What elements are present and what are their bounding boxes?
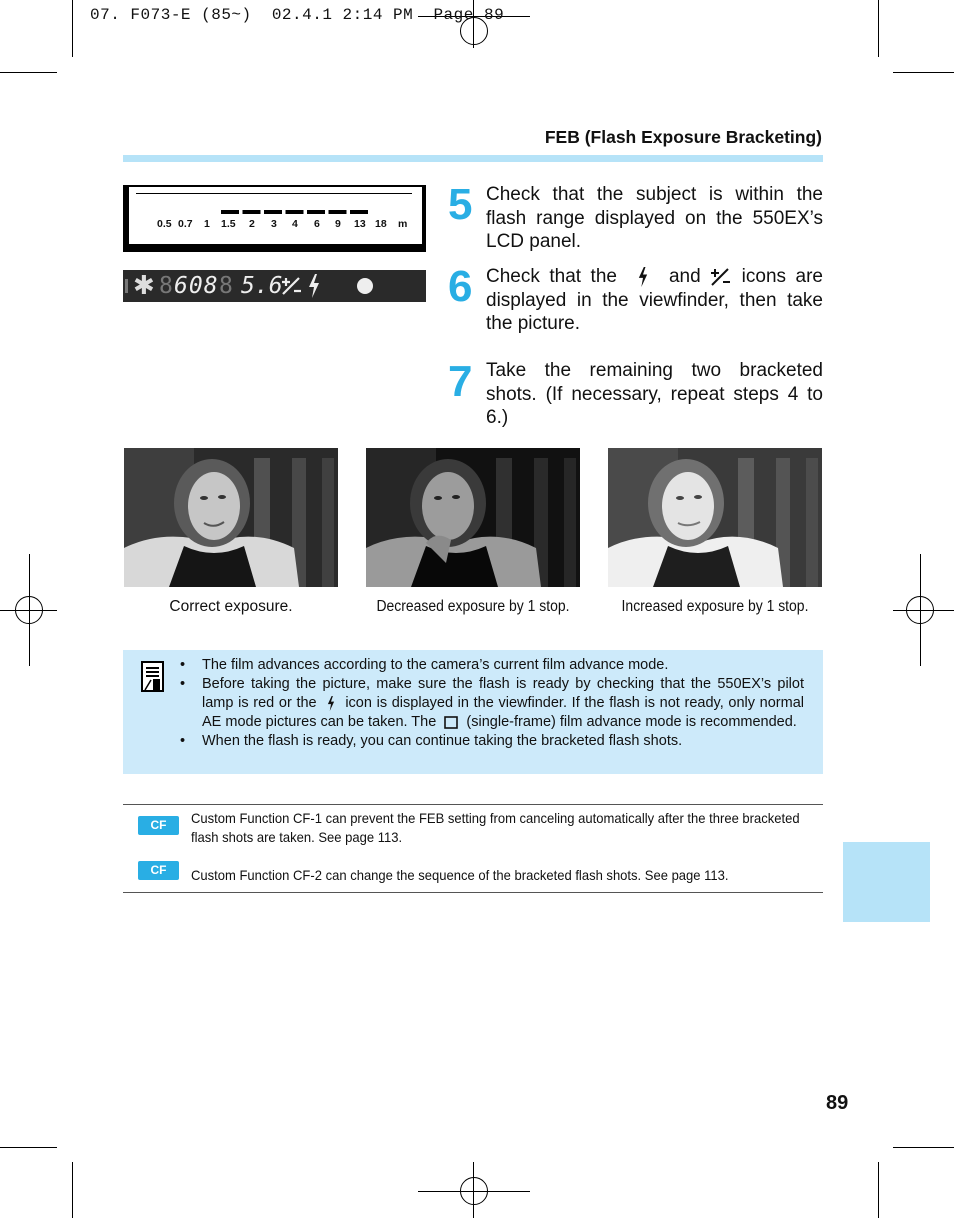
ae-lock-icon: ✱ bbox=[133, 270, 155, 300]
flash-icon bbox=[307, 274, 321, 298]
lcd-range-bar bbox=[221, 210, 369, 214]
scale-label: 1.5 bbox=[221, 218, 236, 230]
step-text-part: and bbox=[668, 266, 701, 287]
scale-label: 2 bbox=[249, 218, 255, 230]
photo-caption: Decreased exposure by 1 stop. bbox=[376, 598, 570, 615]
viewfinder-left-mark bbox=[125, 279, 128, 293]
focus-confirmation-icon bbox=[357, 278, 373, 294]
step-text bbox=[486, 265, 823, 336]
portrait-image bbox=[366, 448, 580, 587]
note-text-part: icon is displayed in the viewfinder. If the flash is not ready, only normal AE mode pictures can be taken. The bbox=[202, 695, 804, 730]
viewfinder-shutter: 608 bbox=[174, 273, 219, 299]
viewfinder-display bbox=[123, 270, 426, 302]
chapter-tab bbox=[843, 842, 930, 922]
viewfinder-digit-ghost: 8 bbox=[219, 273, 233, 299]
step-text: Take the remaining two bracketed shots. (If necessary, repeat steps 4 to 6.) bbox=[486, 360, 823, 428]
memo-icon bbox=[141, 661, 164, 692]
note-text-part: (single-frame) film advance mode is recommended. bbox=[466, 714, 797, 730]
divider bbox=[123, 804, 823, 805]
photo-caption: Increased exposure by 1 stop. bbox=[621, 598, 809, 615]
photo-increased-exposure bbox=[608, 448, 822, 587]
cf-badge: CF bbox=[138, 861, 179, 880]
lcd-range-line bbox=[136, 193, 412, 194]
crop-mark bbox=[72, 0, 73, 57]
photo-correct-exposure bbox=[124, 448, 338, 587]
registration-circle bbox=[906, 596, 934, 624]
scale-label: 6 bbox=[314, 218, 320, 230]
crop-mark bbox=[72, 1162, 73, 1218]
print-slug: 07. F073-E (85~) 02.4.1 2:14 PM Page 89 bbox=[90, 6, 505, 24]
flash-exposure-compensation-icon bbox=[281, 276, 303, 296]
scale-label: 3 bbox=[271, 218, 277, 230]
step-number: 6 bbox=[448, 262, 473, 311]
step-number: 5 bbox=[448, 180, 473, 229]
note-item: • The film advances according to the camera’s current film advance mode. bbox=[178, 656, 804, 675]
note-item: • When the flash is ready, you can continue taking the bracketed flash shots. bbox=[178, 732, 804, 751]
section-title: FEB (Flash Exposure Bracketing) bbox=[544, 127, 822, 147]
flash-icon bbox=[636, 267, 650, 287]
scale-label: 13 bbox=[354, 218, 366, 230]
scale-label: 1 bbox=[204, 218, 210, 230]
step-text-part: Check that the bbox=[486, 266, 617, 287]
viewfinder-aperture: 5.6 bbox=[241, 273, 283, 299]
cf-badge: CF bbox=[138, 816, 179, 835]
note-text-part: Before taking the picture, make sure the flash is ready by checking that the 550EX’s pilot lamp is red or the bbox=[202, 676, 804, 711]
portrait-image bbox=[608, 448, 822, 587]
step-number: 7 bbox=[448, 357, 473, 406]
cf-text: Custom Function CF-2 can change the sequence of the bracketed flash shots. See page 113. bbox=[191, 867, 729, 883]
cf-text: Custom Function CF-1 can prevent the FEB setting from canceling automatically after the three bracketed flash shots are taken. See page 113. bbox=[191, 810, 800, 845]
portrait-image bbox=[124, 448, 338, 587]
scale-label: 4 bbox=[292, 218, 298, 230]
photo-decreased-exposure bbox=[366, 448, 580, 587]
registration-circle bbox=[15, 596, 43, 624]
page-number: 89 bbox=[826, 1092, 849, 1114]
scale-label: 9 bbox=[335, 218, 341, 230]
viewfinder-digit-ghost: 8 bbox=[159, 273, 173, 299]
crop-mark bbox=[893, 1147, 954, 1148]
scale-label: 0.7 bbox=[178, 218, 193, 230]
lcd-panel-illustration bbox=[123, 185, 426, 252]
step-text-part: icons are displayed in the viewfinder, then take the picture. bbox=[486, 266, 823, 334]
scale-label: m bbox=[398, 218, 408, 230]
note-item bbox=[178, 675, 804, 732]
crop-mark bbox=[0, 1147, 57, 1148]
divider bbox=[123, 892, 823, 893]
flash-exposure-compensation-icon bbox=[710, 267, 732, 287]
crop-mark bbox=[878, 1162, 879, 1218]
flash-icon bbox=[326, 696, 336, 711]
step-text: Check that the subject is within the flash range displayed on the 550EX’s LCD panel. bbox=[486, 184, 823, 252]
registration-circle bbox=[460, 1177, 488, 1205]
scale-label: 0.5 bbox=[157, 218, 172, 230]
scale-label: 18 bbox=[375, 218, 387, 230]
crop-mark bbox=[0, 72, 57, 73]
crop-mark bbox=[893, 72, 954, 73]
single-frame-icon bbox=[444, 716, 458, 729]
photo-caption: Correct exposure. bbox=[169, 598, 293, 615]
title-bar bbox=[123, 155, 823, 162]
lcd-panel-screen bbox=[129, 187, 422, 244]
notes-list bbox=[178, 656, 804, 751]
crop-mark bbox=[878, 0, 879, 57]
